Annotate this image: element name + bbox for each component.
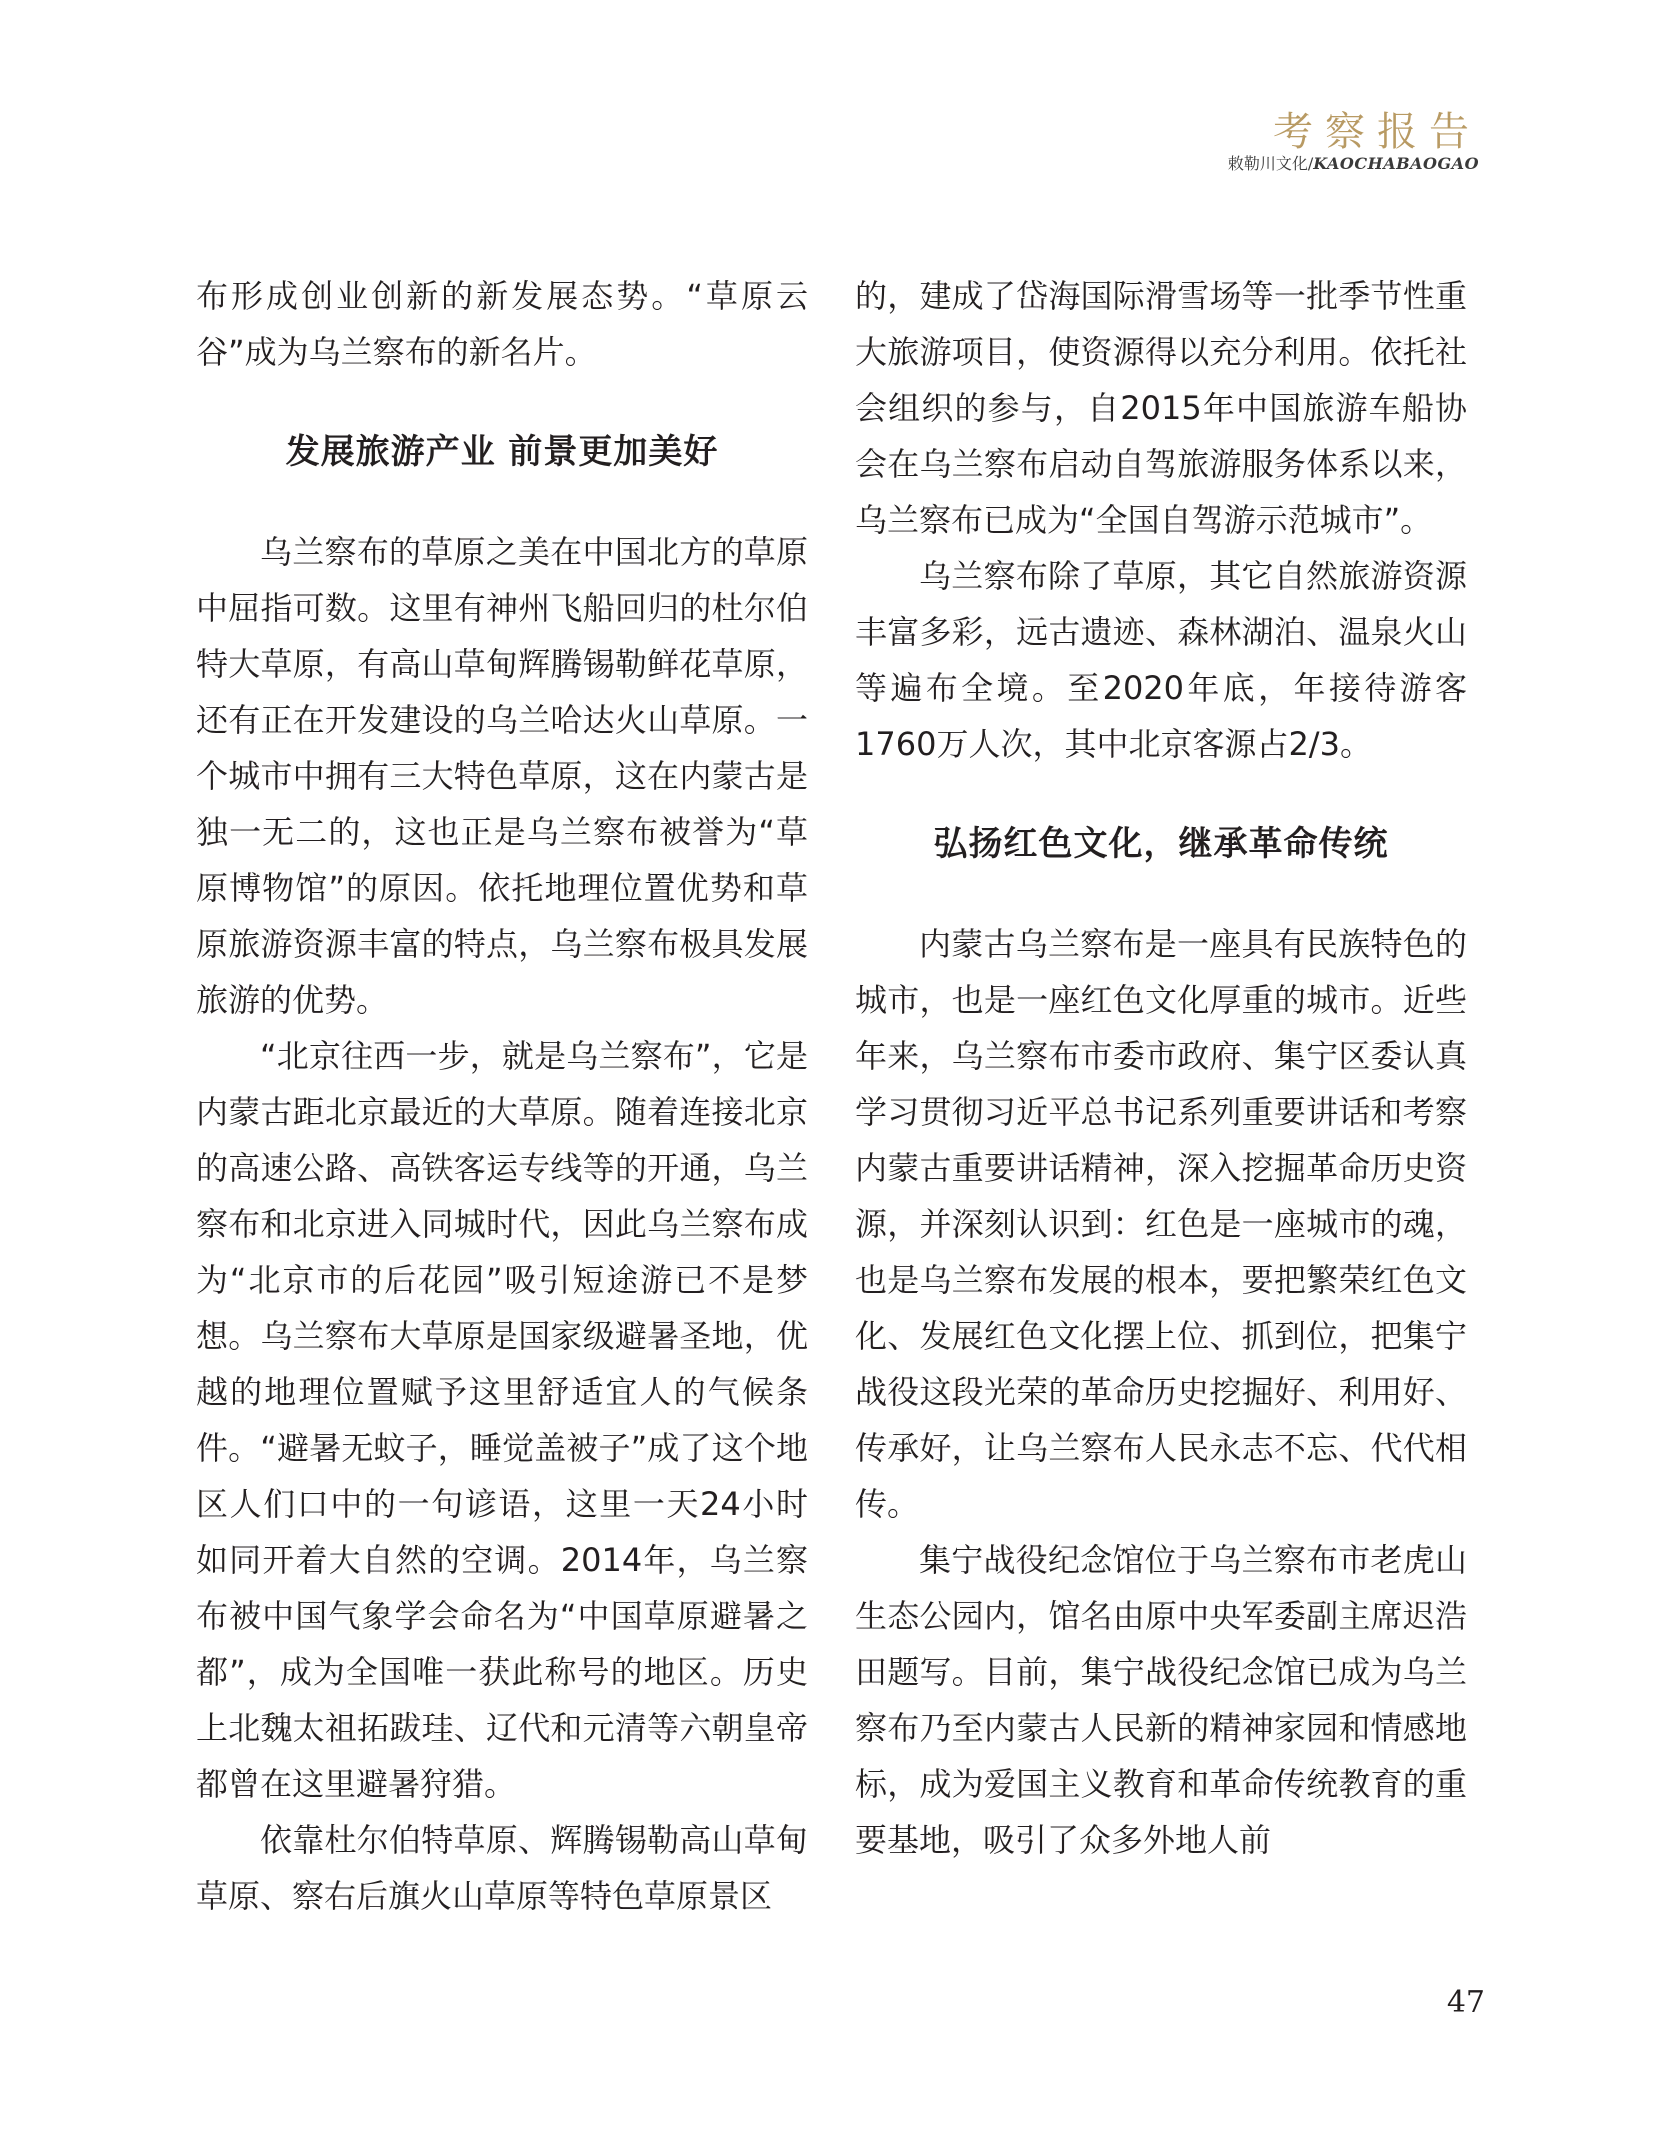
paragraph: 布形成创业创新的新发展态势。“草原云谷”成为乌兰察布的新名片。 [196, 277, 808, 371]
section-heading: 弘扬红色文化，继承革命传统 [933, 824, 1389, 864]
paragraph: 内蒙古乌兰察布是一座具有民族特色的城市，也是一座红色文化厚重的城市。近些年来，乌兰察布市委市政府、集宁区委认真学习贯彻习近平总书记系列重要讲话和考察内蒙古重要讲话精神，深入挖掘革命历史资源，并深刻认识到：红色是一座城市的魂，也是乌兰察布发展的根本，要把繁荣红色文化、发展红色文化摆上位、抓到位，把集宁战役这段光荣的革命历史挖掘好、利用好、传承好，让乌兰察布人民永志不忘、代代相传。 [855, 925, 1467, 1523]
subtitle-en: KAOCHABAOGAO [1313, 154, 1479, 173]
subtitle-separator: / [1307, 154, 1314, 173]
paragraph: 乌兰察布的草原之美在中国北方的草原中屈指可数。这里有神州飞船回归的杜尔伯特大草原，有高山草甸辉腾锡勒鲜花草原，还有正在开发建设的乌兰哈达火山草原。一个城市中拥有三大特色草原，这在内蒙古是独一无二的，这也正是乌兰察布被誉为“草原博物馆”的原因。依托地理位置优势和草原旅游资源丰富的特点，乌兰察布极具发展旅游的优势。 [196, 533, 808, 1019]
paragraph: 乌兰察布除了草原，其它自然旅游资源丰富多彩，远古遗迹、森林湖泊、温泉火山等遍布全境。至2020年底，年接待游客1760万人次，其中北京客源占2/3。 [855, 557, 1467, 763]
paragraph: 的，建成了岱海国际滑雪场等一批季节性重大旅游项目，使资源得以充分利用。依托社会组织的参与，自2015年中国旅游车船协会在乌兰察布启动自驾旅游服务体系以来，乌兰察布已成为“全国自驾游示范城市”。 [855, 277, 1467, 539]
section-title: 考察报告 [1273, 109, 1481, 155]
paragraph: 集宁战役纪念馆位于乌兰察布市老虎山生态公园内，馆名由原中央军委副主席迟浩田题写。目前，集宁战役纪念馆已成为乌兰察布乃至内蒙古人民新的精神家园和情感地标，成为爱国主义教育和革命传统教育的重要基地，吸引了众多外地人前 [855, 1541, 1467, 1859]
paragraph: 依靠杜尔伯特草原、辉腾锡勒高山草甸草原、察右后旗火山草原等特色草原景区 [196, 1821, 808, 1915]
left-column [196, 268, 808, 1924]
section-heading: 发展旅游产业 前景更加美好 [285, 432, 719, 472]
paragraph: “北京往西一步，就是乌兰察布”，它是内蒙古距北京最近的大草原。随着连接北京的高速公路、高铁客运专线等的开通，乌兰察布和北京进入同城时代，因此乌兰察布成为“北京市的后花园”吸引短途游已不是梦想。乌兰察布大草原是国家级避暑圣地，优越的地理位置赋予这里舒适宜人的气候条件。“避暑无蚊子，睡觉盖被子”成了这个地区人们口中的一句谚语，这里一天24小时如同开着大自然的空调。2014年，乌兰察布被中国气象学会命名为“中国草原避暑之都”，成为全国唯一获此称号的地区。历史上北魏太祖拓跋珪、辽代和元清等六朝皇帝都曾在这里避暑狩猎。 [196, 1037, 808, 1803]
subtitle-cn: 敕勒川文化 [1227, 154, 1308, 173]
right-column [855, 268, 1467, 1868]
section-subtitle [1228, 151, 1479, 174]
page-number: 47 [1446, 1985, 1485, 2020]
